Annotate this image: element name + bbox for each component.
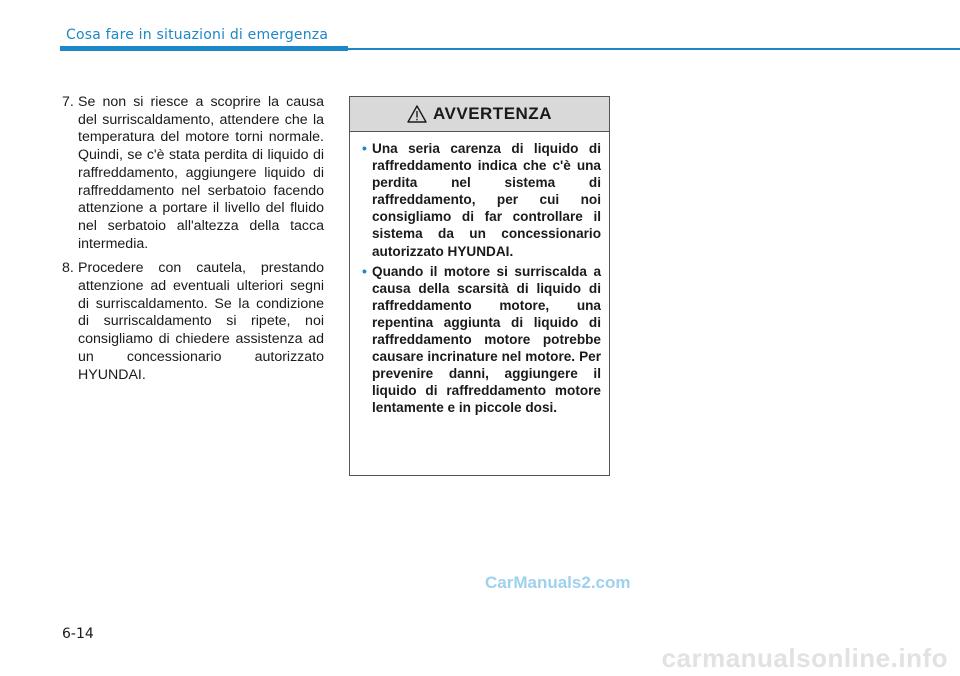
header-rule-thin (348, 48, 960, 50)
warning-box (349, 96, 610, 476)
warning-body (350, 132, 609, 417)
warning-item (362, 263, 601, 417)
step-number: 7. (62, 94, 74, 110)
bullet-icon: • (362, 140, 367, 156)
step-text: Procedere con cautela, prestando attenzione ad eventuali ulteriori segni di surriscaldamento. Se la condizione di surriscaldamento si ripete, noi consigliamo di chiedere assistenza ad un concessionario autorizzato HYUNDAI. (78, 260, 324, 383)
watermark-online[interactable]: carmanualsonline.info (661, 643, 948, 673)
warning-title: AVVERTENZA (433, 104, 552, 123)
warning-item (362, 140, 601, 260)
header-title: Cosa fare in situazioni di emergenza (66, 27, 329, 43)
watermark-carmanuals[interactable]: CarManuals2.com (485, 573, 631, 592)
warning-triangle-icon (407, 105, 427, 123)
step-item (62, 260, 324, 384)
page-number: 6-14 (62, 626, 94, 642)
step-item (62, 94, 324, 253)
bullet-icon: • (362, 262, 367, 279)
warning-header (350, 97, 609, 132)
step-number: 8. (62, 260, 74, 277)
warning-item-text: Quando il motore si surriscalda a causa della scarsità di liquido di raffreddamento motore, una repentina aggiunta di liquido di raffreddamento motore potrebbe causare incrinature nel motore. Per prevenire danni, aggiungere il liquido di raffreddamento motore lentamente e in piccole dosi. (372, 263, 601, 416)
header-rule-thick (60, 46, 348, 51)
warning-item-text: Una seria carenza di liquido di raffreddamento indica che c'è una perdita nel sistema di raffreddamento, per cui noi consigliamo di far controllare il sistema da un concessionario autorizzato HYUNDAI. (372, 141, 601, 259)
step-text: Se non si riesce a scoprire la causa del surriscaldamento, attendere che la temperatura del motore torni normale. Quindi, se c'è stata perdita di liquido di raffreddamento, aggiungere liquido di raffreddamento nel serbatoio facendo attenzione a portare il livello del fluido nel serbatoio all'altezza della tacca intermedia. (78, 94, 324, 252)
instruction-column (62, 94, 324, 391)
